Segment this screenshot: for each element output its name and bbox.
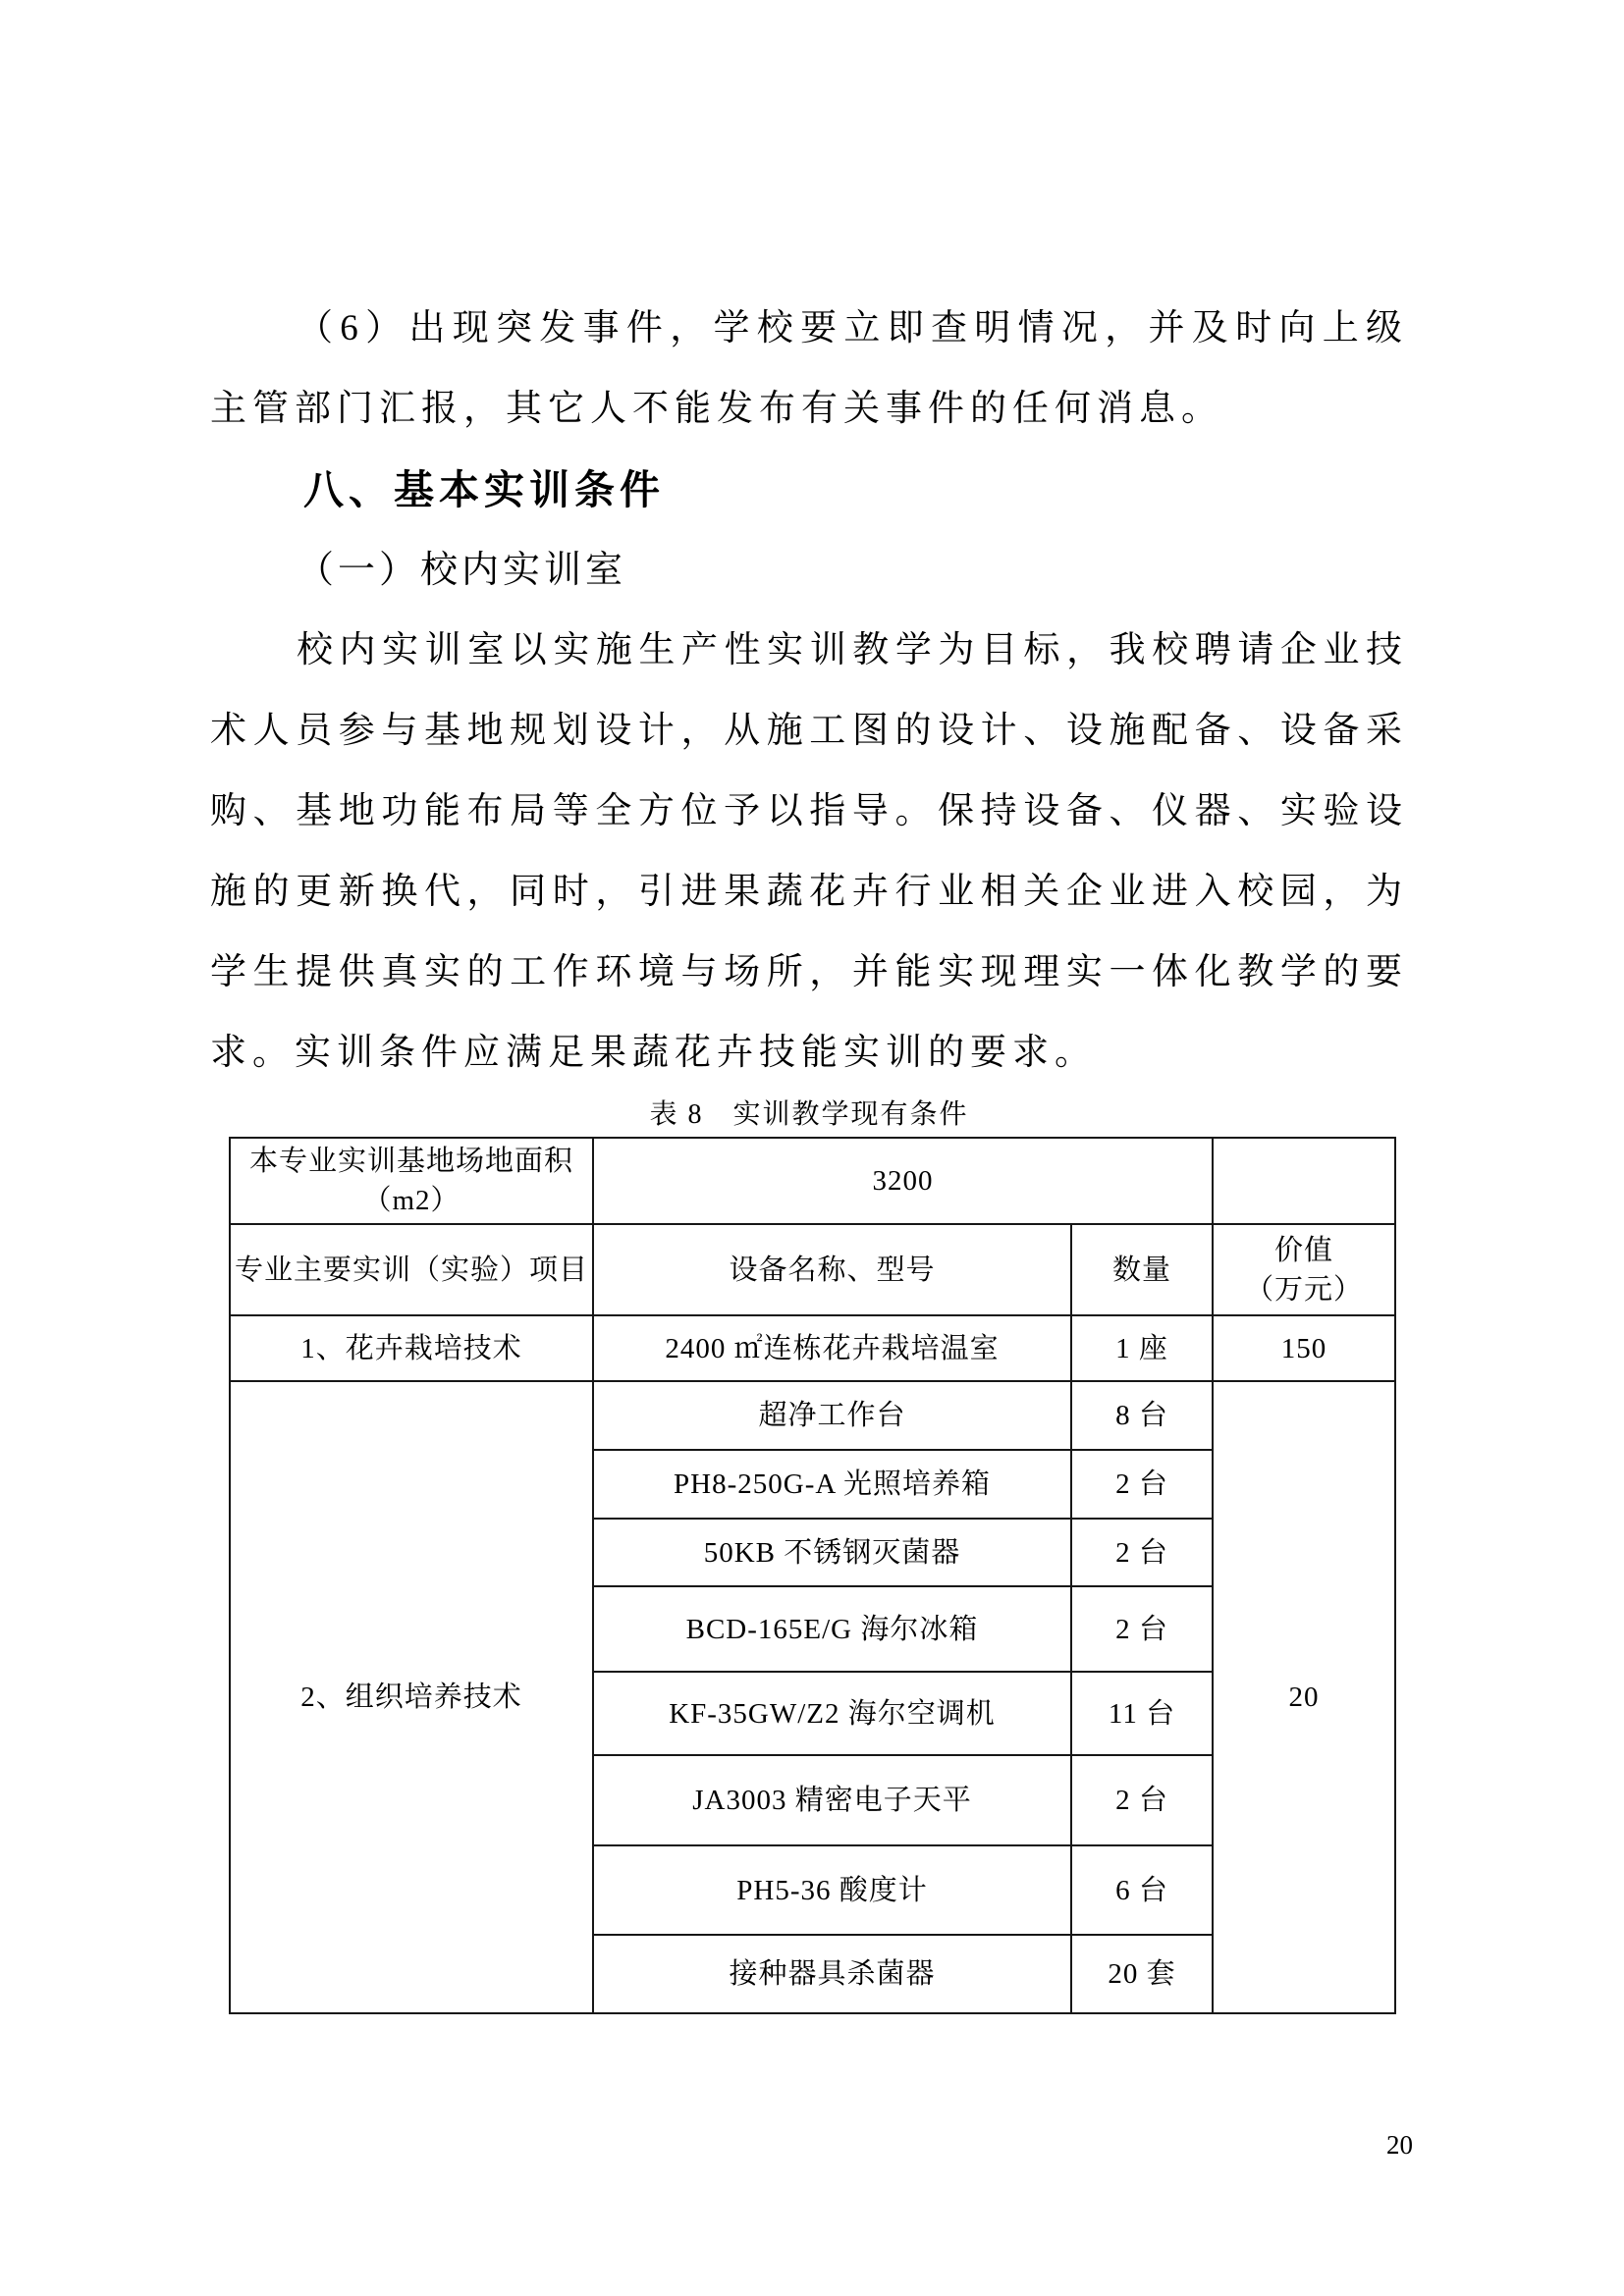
header-cell-value (1213, 1224, 1395, 1315)
cell-quantity: 2 台 (1071, 1586, 1213, 1672)
header-cell-project: 专业主要实训（实验）项目 (230, 1224, 593, 1315)
cell-equipment: BCD-165E/G 海尔冰箱 (593, 1586, 1071, 1672)
header-cell-quantity: 数量 (1071, 1224, 1213, 1315)
cell-equipment: 2400 ㎡连栋花卉栽培温室 (593, 1315, 1071, 1381)
cell-value: 150 (1213, 1315, 1395, 1381)
body-line: 学生提供真实的工作环境与场所，并能实现理实一体化教学的要 (210, 952, 1408, 992)
table-row-flower (230, 1315, 1395, 1381)
cell-quantity: 2 台 (1071, 1755, 1213, 1845)
cell-base-area-label (230, 1138, 593, 1224)
cell-quantity: 6 台 (1071, 1845, 1213, 1935)
cell-equipment: 50KB 不锈钢灭菌器 (593, 1519, 1071, 1586)
table-row-tissue (230, 1381, 1395, 1450)
cell-equipment: 接种器具杀菌器 (593, 1935, 1071, 2013)
table-row-base-area (230, 1138, 1395, 1224)
page-number: 20 (1386, 2130, 1413, 2160)
cell-value-tissue: 20 (1213, 1381, 1395, 2013)
body-line: 校内实训室以实施生产性实训教学为目标，我校聘请企业技 (297, 630, 1408, 670)
cell-quantity: 1 座 (1071, 1315, 1213, 1381)
cell-quantity: 20 套 (1071, 1935, 1213, 2013)
section-heading: 八、基本实训条件 (303, 467, 665, 512)
header-cell-equipment: 设备名称、型号 (593, 1224, 1071, 1315)
body-line: 施的更新换代，同时，引进果蔬花卉行业相关企业进入校园，为 (210, 872, 1408, 912)
cell-quantity: 8 台 (1071, 1381, 1213, 1450)
table-header-row (230, 1224, 1395, 1315)
body-line: 购、基地功能布局等全方位予以指导。保持设备、仪器、实验设 (210, 791, 1408, 831)
body-line: （6）出现突发事件，学校要立即查明情况，并及时向上级 (297, 308, 1408, 348)
cell-quantity: 2 台 (1071, 1519, 1213, 1586)
cell-equipment: 超净工作台 (593, 1381, 1071, 1450)
training-conditions-table (229, 1137, 1396, 2014)
cell-project-tissue: 2、组织培养技术 (230, 1381, 593, 2013)
cell-project: 1、花卉栽培技术 (230, 1315, 593, 1381)
table-caption: 表 8 实训教学现有条件 (649, 1099, 969, 1130)
cell-base-area-empty (1213, 1138, 1395, 1224)
cell-base-area-label-line1: 本专业实训基地场地面积 (248, 1146, 573, 1177)
subsection-heading: （一）校内实训室 (297, 550, 627, 591)
header-cell-value-line1: 价值 (1273, 1234, 1333, 1266)
cell-equipment: KF-35GW/Z2 海尔空调机 (593, 1672, 1071, 1755)
cell-base-area-value: 3200 (593, 1138, 1213, 1224)
cell-equipment: PH5-36 酸度计 (593, 1845, 1071, 1935)
body-line: 术人员参与基地规划设计，从施工图的设计、设施配备、设备采 (210, 711, 1408, 751)
cell-equipment: JA3003 精密电子天平 (593, 1755, 1071, 1845)
body-line: 主管部门汇报，其它人不能发布有关事件的任何消息。 (210, 389, 1223, 429)
cell-quantity: 2 台 (1071, 1450, 1213, 1519)
cell-base-area-label-line2: （m2） (362, 1185, 460, 1216)
paragraph-training-room (210, 611, 1408, 1094)
body-line: 求。实训条件应满足果蔬花卉技能实训的要求。 (210, 1033, 1097, 1073)
header-cell-value-line2: （万元） (1244, 1273, 1363, 1306)
paragraph-emergency (210, 289, 1408, 450)
cell-quantity: 11 台 (1071, 1672, 1213, 1755)
cell-equipment: PH8-250G-A 光照培养箱 (593, 1450, 1071, 1519)
